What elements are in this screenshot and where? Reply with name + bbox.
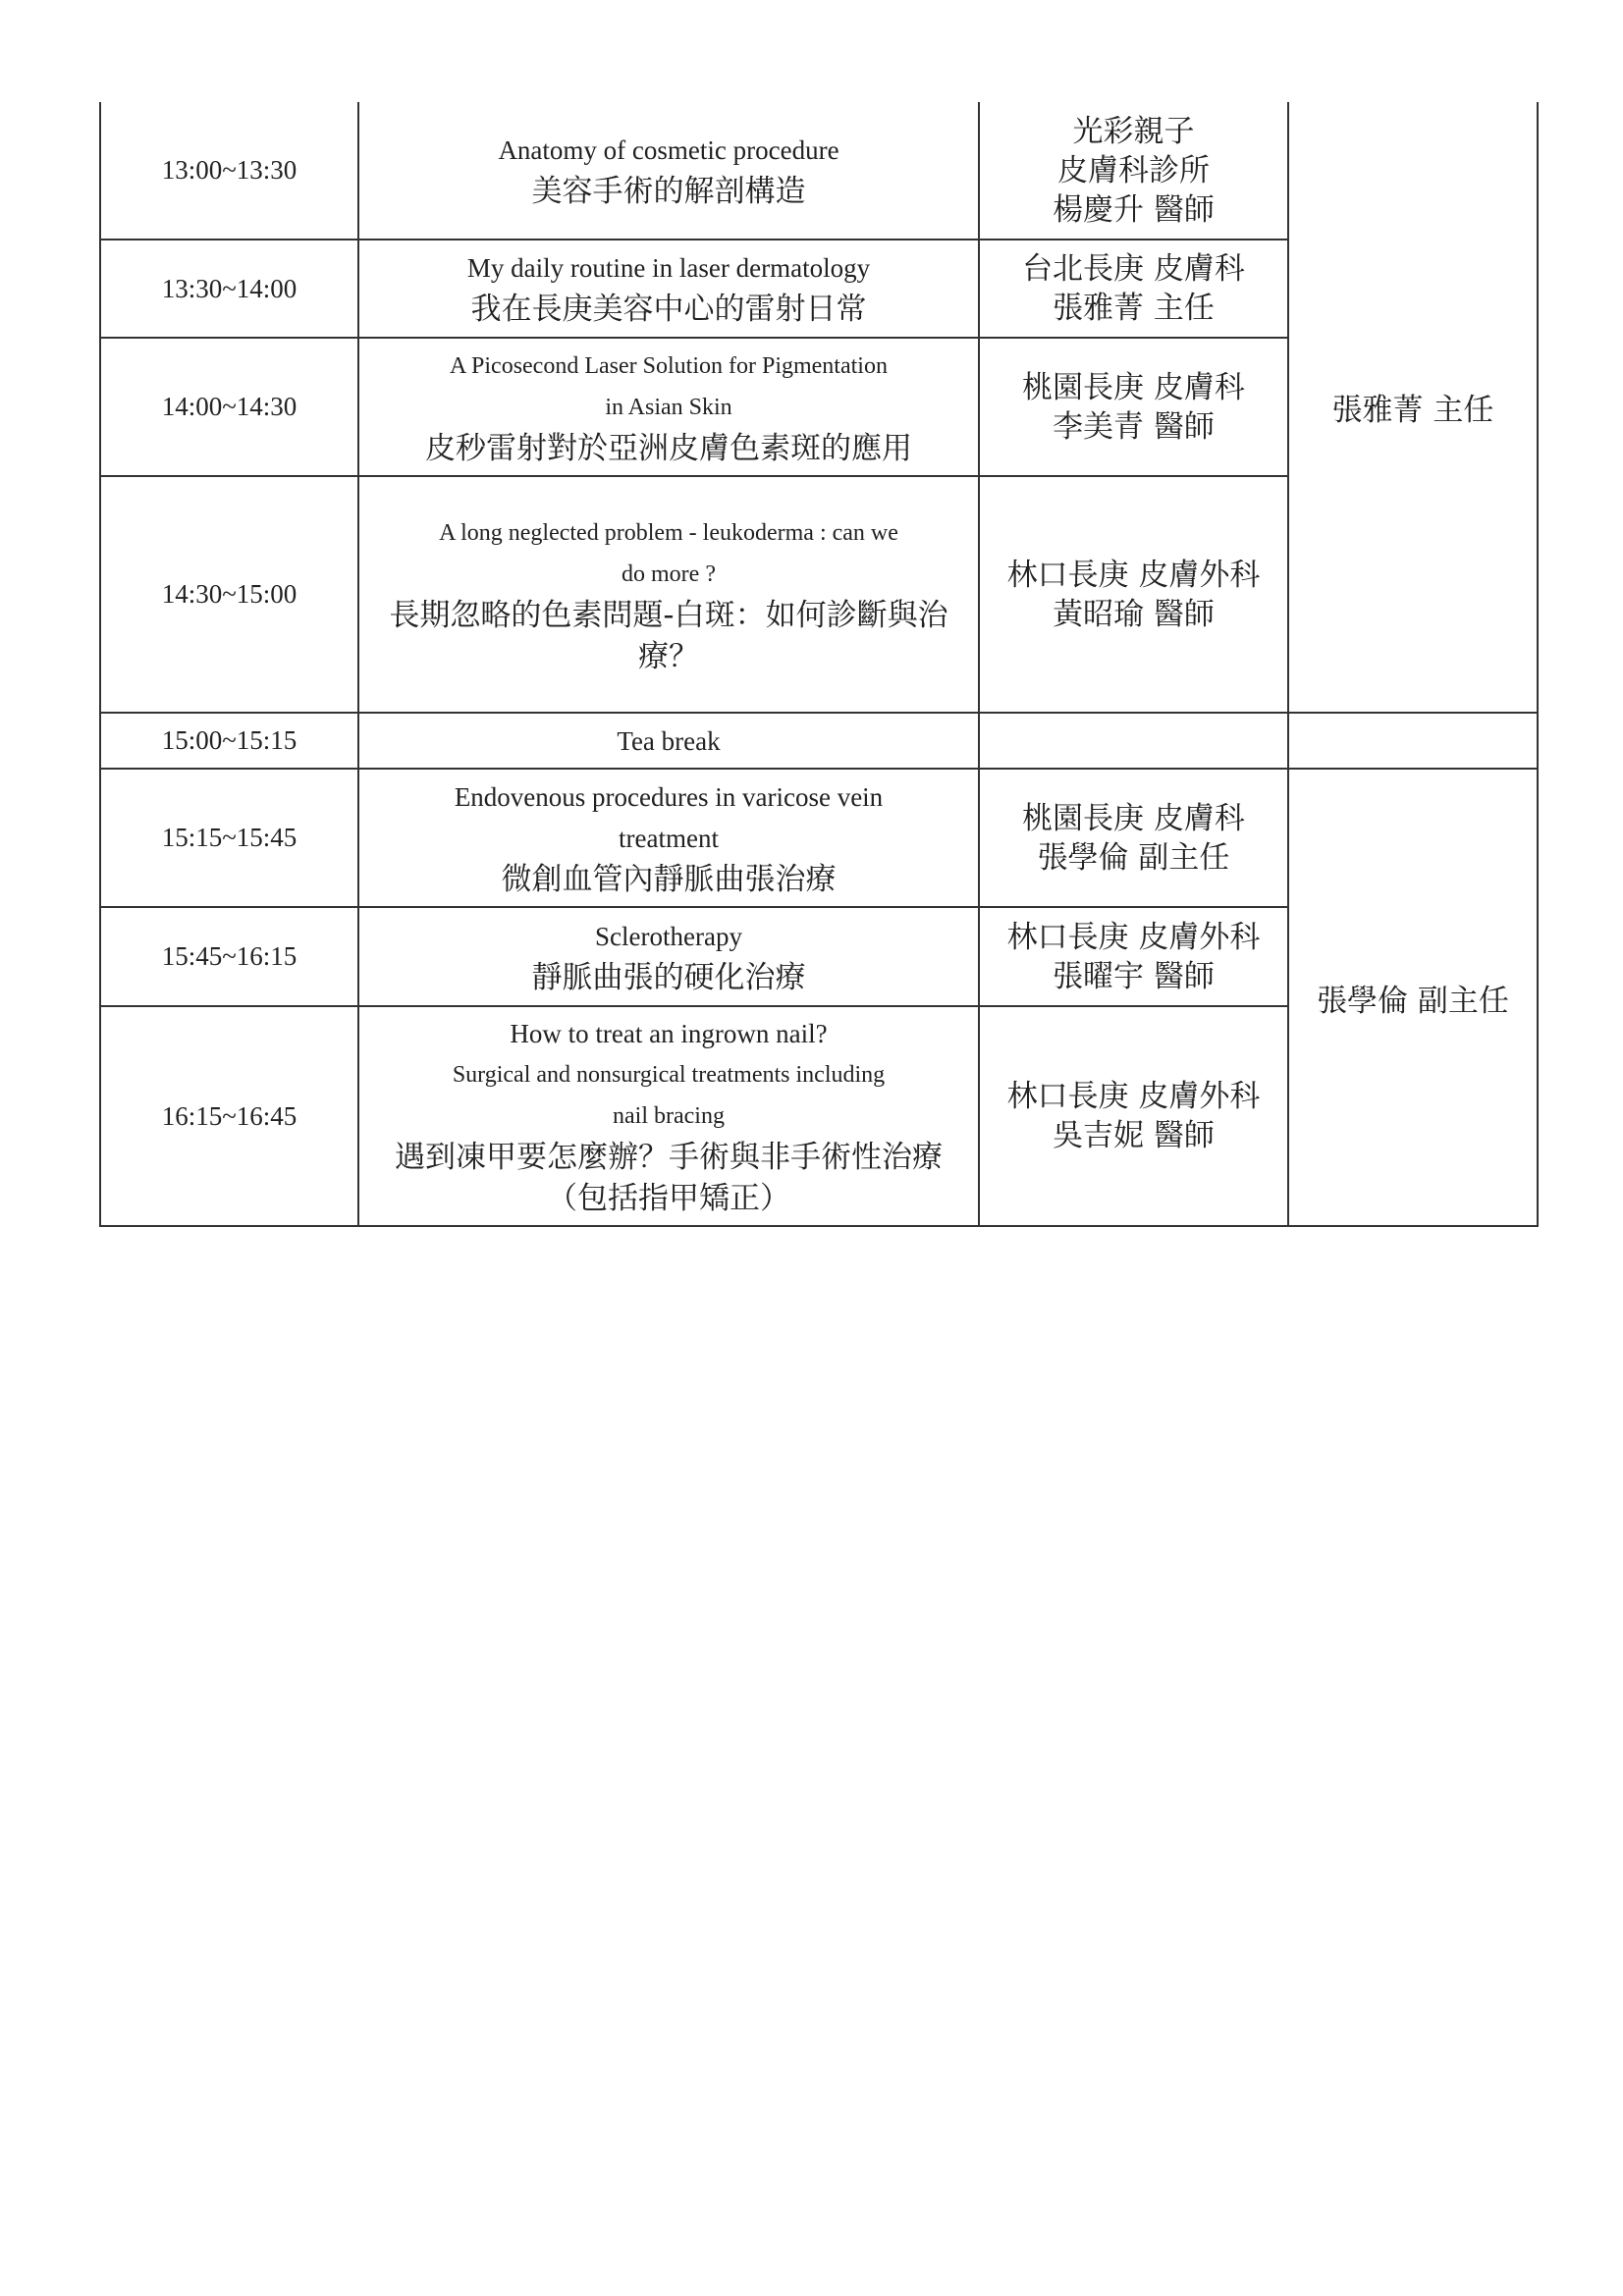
time-cell: 15:15~15:45 (100, 769, 358, 907)
speaker-cell: 林口長庚 皮膚外科 黃昭瑜 醫師 (979, 476, 1288, 713)
time-cell: 16:15~16:45 (100, 1006, 358, 1226)
moderator-cell: 張學倫 副主任 (1288, 769, 1538, 1226)
moderator-cell: 張雅菁 主任 (1288, 102, 1538, 713)
speaker-cell: 台北長庚 皮膚科 張雅菁 主任 (979, 240, 1288, 338)
schedule-table (99, 102, 1539, 1227)
topic-cell: Endovenous procedures in varicose vein treatment 微創血管內靜脈曲張治療 (358, 769, 979, 907)
speaker-cell: 林口長庚 皮膚外科 吳吉妮 醫師 (979, 1006, 1288, 1226)
topic-cell: My daily routine in laser dermatology 我在長庚美容中心的雷射日常 (358, 240, 979, 338)
topic-cell: A long neglected problem - leukoderma : can we do more ? 長期忽略的色素問題-白斑：如何診斷與治 療？ (358, 476, 979, 713)
time-cell: 14:00~14:30 (100, 338, 358, 476)
table-row (100, 102, 1538, 240)
topic-cell: How to treat an ingrown nail? Surgical and nonsurgical treatments including nail bracing 遇到凍甲要怎麼辦？手術與非手術性治療 （包括指甲矯正） (358, 1006, 979, 1226)
topic-cell: Anatomy of cosmetic procedure 美容手術的解剖構造 (358, 102, 979, 240)
topic-cell: Tea break (358, 713, 979, 769)
topic-cell: A Picosecond Laser Solution for Pigmentation in Asian Skin 皮秒雷射對於亞洲皮膚色素斑的應用 (358, 338, 979, 476)
table-row (100, 769, 1538, 907)
time-cell: 15:45~16:15 (100, 907, 358, 1006)
speaker-cell: 林口長庚 皮膚外科 張曜宇 醫師 (979, 907, 1288, 1006)
speaker-cell: 光彩親子 皮膚科診所 楊慶升 醫師 (979, 102, 1288, 240)
table-row (100, 713, 1538, 769)
topic-cell: Sclerotherapy 靜脈曲張的硬化治療 (358, 907, 979, 1006)
speaker-cell: 桃園長庚 皮膚科 張學倫 副主任 (979, 769, 1288, 907)
speaker-cell (979, 713, 1288, 769)
time-cell: 14:30~15:00 (100, 476, 358, 713)
time-cell: 13:30~14:00 (100, 240, 358, 338)
time-cell: 15:00~15:15 (100, 713, 358, 769)
time-cell: 13:00~13:30 (100, 102, 358, 240)
speaker-cell: 桃園長庚 皮膚科 李美青 醫師 (979, 338, 1288, 476)
moderator-cell (1288, 713, 1538, 769)
